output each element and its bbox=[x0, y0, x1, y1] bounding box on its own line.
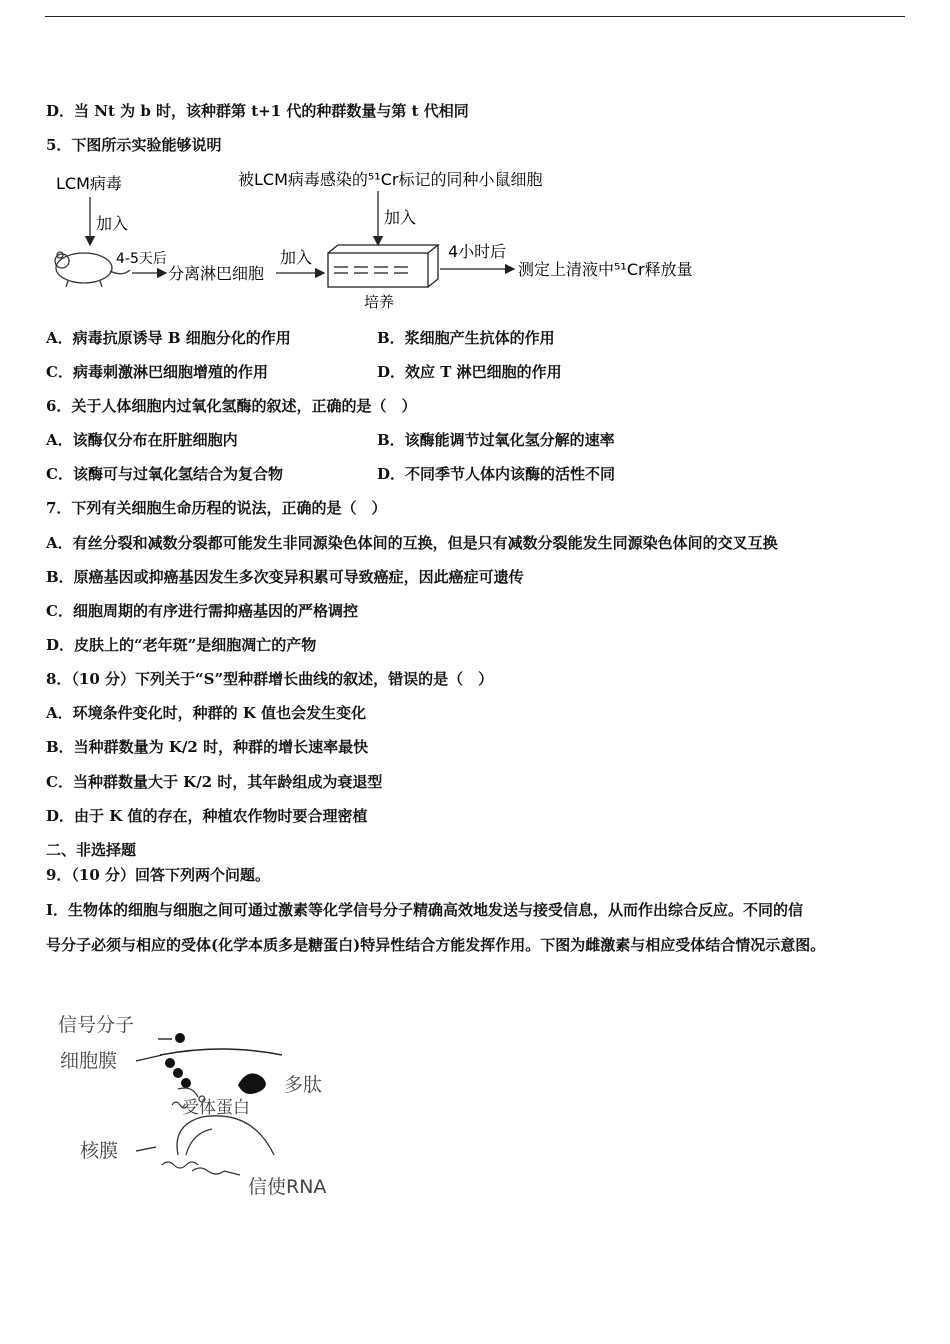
days-label: 4-5天后 bbox=[116, 251, 167, 267]
culture-label: 培养 bbox=[364, 293, 395, 311]
q6-option-a: A．该酶仅分布在肝脏细胞内 bbox=[46, 431, 238, 449]
q7-option-d: D．皮肤上的“老年斑”是细胞凋亡的产物 bbox=[46, 636, 317, 654]
culture-plate-icon bbox=[328, 245, 438, 287]
header-rule bbox=[45, 16, 905, 17]
q8-option-a: A．环境条件变化时，种群的 K 值也会发生变化 bbox=[46, 704, 367, 722]
separate-label: 分离淋巴细胞 bbox=[168, 264, 265, 283]
lcm-virus-label: LCM病毒 bbox=[56, 174, 122, 193]
q6-option-d: D．不同季节人体内该酶的活性不同 bbox=[377, 465, 616, 483]
add-label-3: 加入 bbox=[384, 208, 417, 227]
mrna-squiggle bbox=[162, 1162, 198, 1168]
mrna-label: 信使RNA bbox=[248, 1176, 327, 1198]
experiment-diagram bbox=[48, 165, 728, 315]
q5-option-b: B．浆细胞产生抗体的作用 bbox=[377, 329, 555, 347]
q5-option-c: C．病毒刺激淋巴细胞增殖的作用 bbox=[46, 363, 268, 381]
section-two-heading: 二、非选择题 bbox=[46, 841, 137, 859]
q7-option-a: A．有丝分裂和减数分裂都可能发生非同源染色体间的互换，但是只有减数分裂能发生同源染色体间的交叉互换 bbox=[46, 534, 778, 552]
q8-option-b: B．当种群数量为 K/2 时，种群的增长速率最快 bbox=[46, 738, 369, 756]
infected-cells-label: 被LCM病毒感染的⁵¹Cr标记的同种小鼠细胞 bbox=[238, 170, 543, 189]
q9-paragraph-line-2: 号分子必须与相应的受体(化学本质多是糖蛋白)特异性结合方能发挥作用。下图为雌激素与相应受体结合情况示意图。 bbox=[46, 936, 826, 954]
q8-option-c: C．当种群数量大于 K/2 时，其年龄组成为衰退型 bbox=[46, 773, 383, 791]
q6-option-c: C．该酶可与过氧化氢结合为复合物 bbox=[46, 465, 283, 483]
q6-stem: 6．关于人体细胞内过氧化氢酶的叙述，正确的是（ ） bbox=[46, 397, 417, 415]
q6-option-b: B．该酶能调节过氧化氢分解的速率 bbox=[377, 431, 615, 449]
q4-option-d: D．当 Nt 为 b 时，该种群第 t+1 代的种群数量与第 t 代相同 bbox=[46, 102, 469, 120]
cell-membrane-line bbox=[160, 1049, 282, 1055]
hormone-receptor-diagram bbox=[52, 1005, 352, 1205]
cell-membrane-label: 细胞膜 bbox=[60, 1050, 118, 1072]
add-label-2: 加入 bbox=[280, 248, 313, 267]
q7-option-c: C．细胞周期的有序进行需抑癌基因的严格调控 bbox=[46, 602, 358, 620]
q8-option-d: D．由于 K 值的存在，种植农作物时要合理密植 bbox=[46, 807, 368, 825]
nuclear-membrane-line bbox=[177, 1116, 274, 1155]
q9-stem: 9．（10 分）回答下列两个问题。 bbox=[46, 866, 271, 884]
q5-option-d: D．效应 T 淋巴细胞的作用 bbox=[377, 363, 562, 381]
q7-option-b: B．原癌基因或抑癌基因发生多次变异积累可导致癌症，因此癌症可遗传 bbox=[46, 568, 524, 586]
q9-paragraph-line-1: Ⅰ．生物体的细胞与细胞之间可通过激素等化学信号分子精确高效地发送与接受信息，从而作出综合反应。不同的信 bbox=[46, 901, 804, 919]
polypeptide-shape bbox=[238, 1073, 266, 1094]
q8-stem: 8．（10 分）下列关于“S”型种群增长曲线的叙述，错误的是（ ） bbox=[46, 670, 494, 688]
q5-stem: 5．下图所示实验能够说明 bbox=[46, 136, 222, 154]
polypeptide-label: 多肽 bbox=[284, 1074, 323, 1096]
add-label-1: 加入 bbox=[96, 214, 129, 233]
receptor-protein-label: 受体蛋白 bbox=[182, 1098, 250, 1118]
signal-molecule-dot bbox=[175, 1033, 185, 1043]
q7-stem: 7．下列有关细胞生命历程的说法，正确的是（ ） bbox=[46, 499, 387, 517]
signal-molecule-label: 信号分子 bbox=[58, 1014, 135, 1036]
nuclear-membrane-label: 核膜 bbox=[80, 1140, 119, 1162]
measure-label: 测定上清液中⁵¹Cr释放量 bbox=[518, 260, 693, 279]
hours-label: 4小时后 bbox=[448, 242, 507, 261]
q5-option-a: A．病毒抗原诱导 B 细胞分化的作用 bbox=[46, 329, 291, 347]
